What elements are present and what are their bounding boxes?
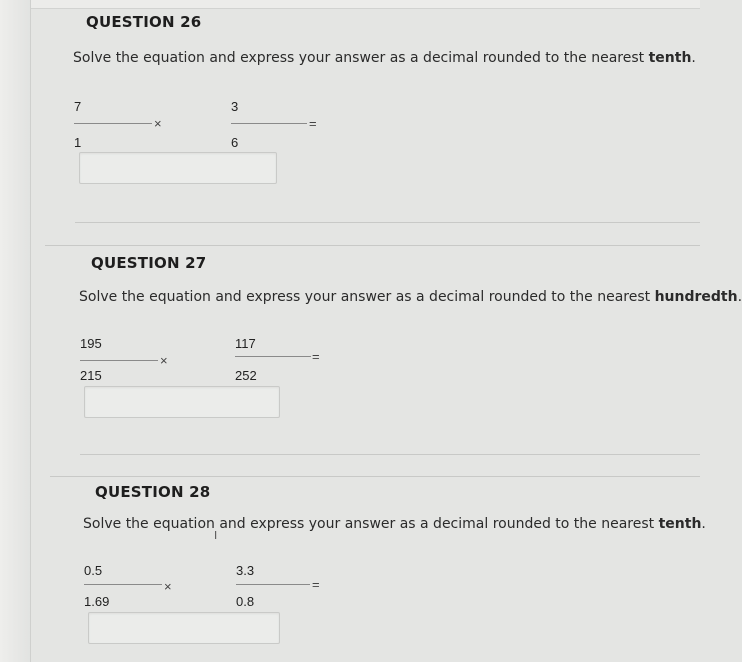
fraction2-numerator: 3 (231, 99, 239, 114)
fraction1-bar (84, 584, 162, 585)
fraction2-denominator: 0.8 (236, 594, 255, 609)
multiply-operator: × (164, 579, 172, 594)
equals-sign: = (312, 349, 320, 364)
question-divider (75, 222, 700, 223)
fraction2-bar (236, 584, 310, 585)
answer-input[interactable] (84, 386, 280, 418)
question-divider (80, 454, 700, 455)
fraction1-bar (80, 360, 158, 361)
multiply-operator: × (160, 353, 168, 368)
fraction1-numerator: 0.5 (84, 563, 103, 578)
question-instruction: Solve the equation and express your answer as a decimal rounded to the nearest hundredth. (79, 289, 742, 305)
fraction1-numerator: 195 (80, 336, 102, 351)
fraction2-denominator: 6 (231, 135, 239, 150)
left-margin-frame (0, 0, 31, 662)
question-title: QUESTION 27 (91, 254, 207, 272)
multiply-operator: × (154, 116, 162, 131)
fraction2-numerator: 3.3 (236, 563, 255, 578)
equals-sign: = (309, 116, 317, 131)
fraction1-denominator: 1.69 (84, 594, 110, 609)
question-title: QUESTION 26 (86, 13, 202, 31)
fraction2-denominator: 252 (235, 368, 257, 383)
top-border (0, 0, 700, 9)
question-title: QUESTION 28 (95, 483, 211, 501)
fraction1-numerator: 7 (74, 99, 82, 114)
answer-input[interactable] (79, 152, 277, 184)
answer-input[interactable] (88, 612, 280, 644)
section-divider (45, 245, 700, 246)
fraction1-bar (74, 123, 152, 124)
text-cursor-icon: I (214, 529, 218, 542)
fraction2-numerator: 117 (235, 336, 256, 351)
section-divider (50, 476, 700, 477)
question-instruction: Solve the equation and express your answer as a decimal rounded to the nearest tenth. (83, 516, 706, 532)
fraction2-bar (231, 123, 307, 124)
fraction1-denominator: 215 (80, 368, 102, 383)
equals-sign: = (312, 577, 320, 592)
fraction2-bar (235, 356, 311, 357)
question-instruction: Solve the equation and express your answer as a decimal rounded to the nearest tenth. (73, 50, 696, 66)
fraction1-denominator: 1 (74, 135, 82, 150)
